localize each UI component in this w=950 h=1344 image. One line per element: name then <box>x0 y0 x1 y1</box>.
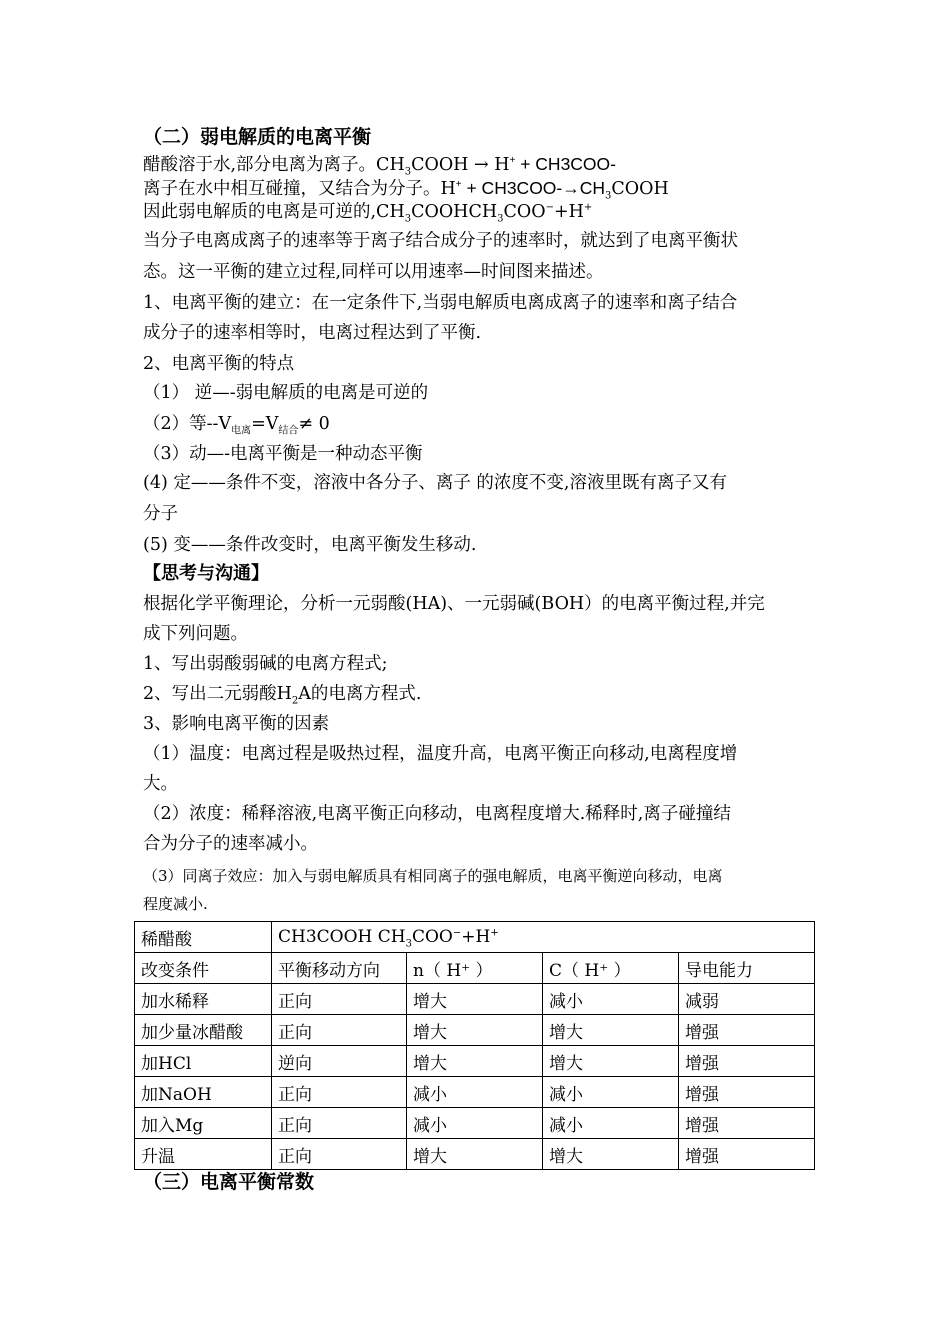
ionization-line-3: 因此弱电解质的电离是可逆的$,CH_3COOHCH_3COO^-+H^+$ <box>143 202 593 225</box>
table-cell: 减小 <box>407 1077 543 1108</box>
table-row <box>135 922 815 953</box>
table-cell: 减小 <box>407 1108 543 1139</box>
table-cell: 减小 <box>543 984 679 1015</box>
table-cell: 增大 <box>407 1046 543 1077</box>
table-cell: 加NaOH <box>135 1077 272 1108</box>
item-1-line: 1、电离平衡的建立：在一定条件下,当弱电解质电离成离子的速率和离子结合 <box>143 293 738 313</box>
feature-2: （2）等$--V_{电离}=V_{结合}\ne 0$ <box>143 414 330 437</box>
question-2: 2、写出二元弱酸$H_2A$的电离方程式. <box>143 684 422 707</box>
table-header-cell: n（ H⁺ ） <box>407 953 543 984</box>
table-header-cell: 导电能力 <box>679 953 815 984</box>
table-cell: 增强 <box>679 1015 815 1046</box>
feature-1: （1） 逆—-弱电解质的电离是可逆的 <box>143 383 429 403</box>
table-cell: 增强 <box>679 1077 815 1108</box>
table-cell: 增大 <box>407 984 543 1015</box>
table-cell: 正向 <box>272 1015 407 1046</box>
table-cell: 正向 <box>272 1139 407 1170</box>
paragraph-line: 态。这一平衡的建立过程,同样可以用速率—时间图来描述。 <box>143 262 604 282</box>
table-row <box>135 1077 815 1108</box>
table-cell: 升温 <box>135 1139 272 1170</box>
factor-2-line: （2）浓度：稀释溶液,电离平衡正向移动，电离程度增大.稀释时,离子碰撞结 <box>143 804 731 824</box>
table-cell: 加HCl <box>135 1046 272 1077</box>
factor-3-line: （3）同离子效应：加入与弱电解质具有相同离子的强电解质，电离平衡逆向移动，电离 <box>143 867 723 885</box>
table-header-cell: C（ H⁺ ） <box>543 953 679 984</box>
table-cell: 加水稀释 <box>135 984 272 1015</box>
question-3: 3、影响电离平衡的因素 <box>143 714 330 734</box>
item-1-line: 成分子的速率相等时，电离过程达到了平衡. <box>143 323 482 343</box>
table-cell: 增强 <box>679 1139 815 1170</box>
table-header-cell: 平衡移动方向 <box>272 953 407 984</box>
ionization-line-1: 醋酸溶于水,部分电离为离子。$CH_3COOH \to H^+ + CH3COO-$ <box>143 154 616 178</box>
factor-2-line: 合为分子的速率减小。 <box>143 834 318 854</box>
table-cell: 增大 <box>543 1015 679 1046</box>
factor-3-line: 程度减小. <box>143 895 208 913</box>
table-cell: 增强 <box>679 1046 815 1077</box>
think-intro-line: 根据化学平衡理论，分析一元弱酸(HA)、一元弱碱(BOH）的电离平衡过程,并完 <box>143 594 765 614</box>
factor-1-line: 大。 <box>143 774 178 794</box>
think-intro-line: 成下列问题。 <box>143 624 248 644</box>
table-cell: 减小 <box>543 1108 679 1139</box>
table-cell: 减弱 <box>679 984 815 1015</box>
table-row <box>135 1046 815 1077</box>
effect-table <box>134 921 815 1170</box>
table-row <box>135 1015 815 1046</box>
feature-4-line: (4) 定——条件不变，溶液中各分子、离子 的浓度不变,溶液里既有离子又有 <box>143 473 727 493</box>
table-header-row <box>135 953 815 984</box>
table-cell: 增大 <box>407 1015 543 1046</box>
question-1: 1、写出弱酸弱碱的电离方程式; <box>143 654 388 674</box>
ionization-line-2: 离子在水中相互碰撞，又结合为分子。$H^+ + CH3COO-\to CH_3COOH$ <box>143 178 669 202</box>
table-header-cell: 改变条件 <box>135 953 272 984</box>
table-cell: 稀醋酸 <box>135 922 272 953</box>
table-cell: 增大 <box>543 1139 679 1170</box>
factor-1-line: （1）温度：电离过程是吸热过程，温度升高，电离平衡正向移动,电离程度增 <box>143 744 738 764</box>
table-cell: 增强 <box>679 1108 815 1139</box>
table-row <box>135 1139 815 1170</box>
feature-4-line: 分子 <box>143 504 178 524</box>
equation-cell: CH3COOH $CH_3COO^-+H^+$ <box>272 922 815 953</box>
table-cell: 正向 <box>272 984 407 1015</box>
table-cell: 逆向 <box>272 1046 407 1077</box>
section-3-heading: （三）电离平衡常数 <box>143 1171 315 1193</box>
item-2-heading: 2、电离平衡的特点 <box>143 354 295 374</box>
feature-5: (5) 变——条件改变时，电离平衡发生移动. <box>143 535 477 555</box>
feature-3: （3）动—-电离平衡是一种动态平衡 <box>143 444 423 464</box>
section-2-heading: （二）弱电解质的电离平衡 <box>143 126 372 148</box>
paragraph-line: 当分子电离成离子的速率等于离子结合成分子的速率时，就达到了电离平衡状 <box>143 231 738 251</box>
table-row <box>135 1108 815 1139</box>
table-cell: 增大 <box>407 1139 543 1170</box>
table-cell: 正向 <box>272 1077 407 1108</box>
think-heading: 【思考与沟通】 <box>143 563 269 584</box>
table-cell: 减小 <box>543 1077 679 1108</box>
table-cell: 加入Mg <box>135 1108 272 1139</box>
table-cell: 正向 <box>272 1108 407 1139</box>
table-cell: 加少量冰醋酸 <box>135 1015 272 1046</box>
table-cell: 增大 <box>543 1046 679 1077</box>
table-row <box>135 984 815 1015</box>
